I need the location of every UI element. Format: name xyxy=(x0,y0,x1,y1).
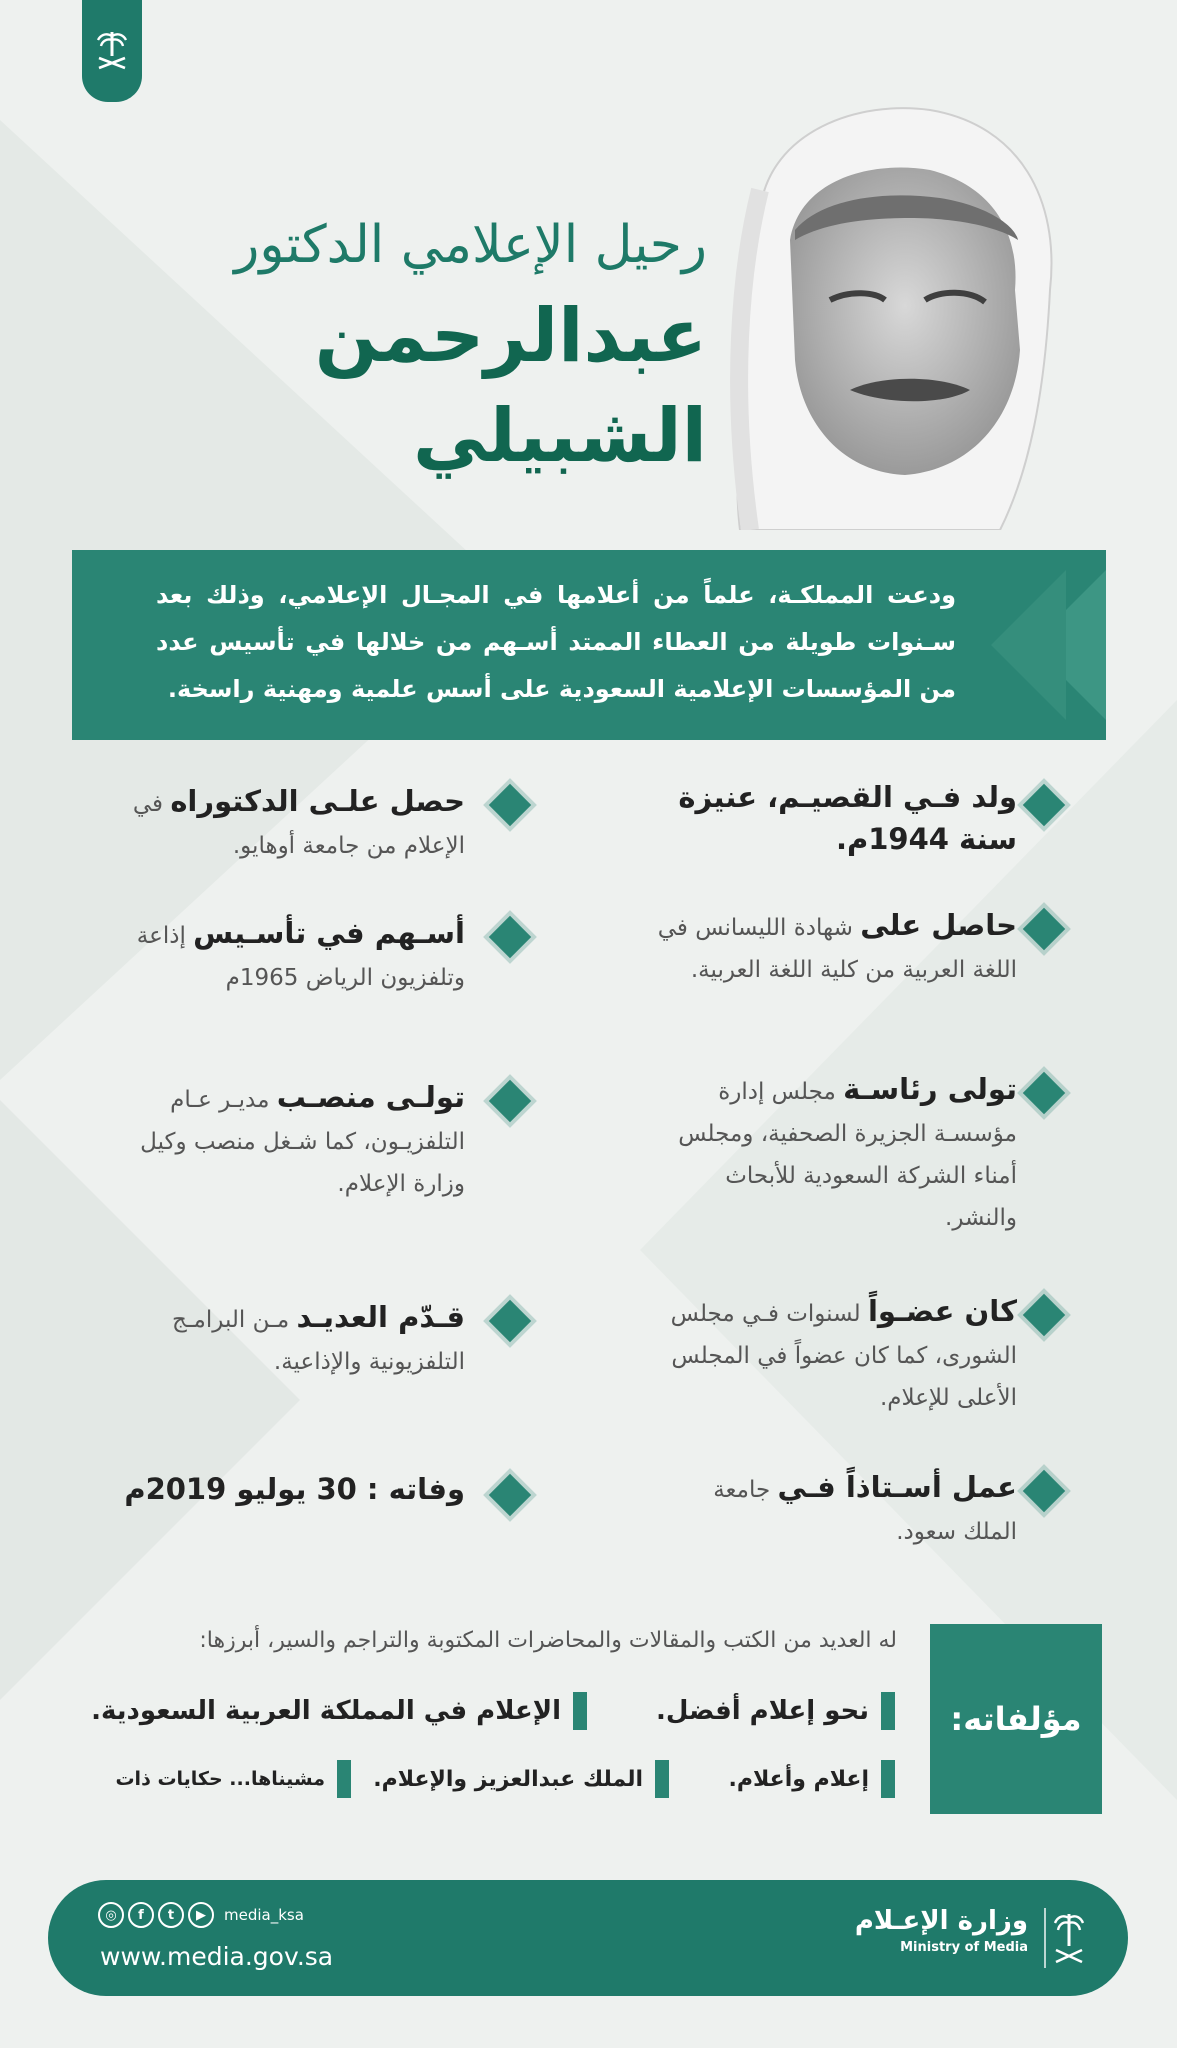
fact-founding-text xyxy=(105,912,465,999)
work-bar-icon xyxy=(337,1760,351,1798)
work-bar-icon xyxy=(881,1760,895,1798)
fact-professor-rest: جامعة الملك سعود. xyxy=(713,1477,1017,1545)
diamond-bullet-icon xyxy=(489,916,531,958)
intro-banner xyxy=(72,550,1106,740)
work-item-label: إعلام وأعلام. xyxy=(728,1766,869,1792)
work-bar-icon xyxy=(655,1760,669,1798)
fact-chairman-lead: تولى رئاسـة xyxy=(843,1072,1017,1106)
palm-swords-emblem-icon xyxy=(95,28,129,74)
work-item xyxy=(656,1692,895,1730)
social-links xyxy=(98,1902,304,1928)
fact-director-lead: تولـى منصـب xyxy=(276,1080,465,1114)
footer-divider xyxy=(1044,1908,1046,1968)
portrait-illustration xyxy=(700,90,1080,530)
ministry-name-en: Ministry of Media xyxy=(900,1940,1028,1955)
work-item-label: مشيناها... حكايات ذات xyxy=(115,1768,325,1790)
youtube-icon[interactable]: ▶ xyxy=(188,1902,214,1928)
work-bar-icon xyxy=(881,1692,895,1730)
work-item-label: الإعلام في المملكة العربية السعودية. xyxy=(91,1696,561,1726)
diamond-bullet-icon xyxy=(489,1080,531,1122)
footer xyxy=(48,1880,1128,1996)
fact-director xyxy=(0,1076,1177,1226)
fact-director-text xyxy=(105,1076,465,1205)
work-item-label: الملك عبدالعزيز والإعلام. xyxy=(373,1766,643,1792)
work-bar-icon xyxy=(573,1692,587,1730)
ministry-name-ar: وزارة الإعـلام xyxy=(854,1906,1028,1936)
palm-swords-emblem-icon xyxy=(1052,1908,1086,1968)
work-item xyxy=(729,1760,896,1798)
fact-founding xyxy=(0,912,1177,1012)
emblem-tab xyxy=(82,0,142,102)
diamond-bullet-icon xyxy=(489,1300,531,1342)
fact-programs-lead: قـدّم العديـد xyxy=(296,1300,465,1334)
works-intro: له العديد من الكتب والمقالات والمحاضرات المكتوبة والتراجم والسير، أبرزها: xyxy=(199,1628,897,1653)
instagram-icon[interactable]: ◎ xyxy=(98,1902,124,1928)
fact-director-rest: مديـر عـام التلفزيـون، كما شـغل منصب وكيل وزارة الإعلام. xyxy=(140,1087,465,1197)
twitter-icon[interactable]: t xyxy=(158,1902,184,1928)
chevron-decoration-icon xyxy=(946,550,1106,740)
diamond-bullet-icon xyxy=(489,1474,531,1516)
fact-death xyxy=(0,1470,1177,1530)
work-item xyxy=(115,1760,351,1798)
fact-phd-lead: حصل علـى الدكتوراه xyxy=(170,784,465,818)
works-label: مؤلفاته: xyxy=(950,1700,1082,1738)
intro-paragraph: ودعت المملكـة، علماً من أعلامها في المجـال الإعلامي، وذلك بعد سـنوات طويلة من العطاء الممتد أسـهم من خلالها في تأسيس عدد من المؤسسات الإعلامية السعودية على أسس علمية ومهنية راسخة. xyxy=(156,581,956,703)
work-item xyxy=(373,1760,669,1798)
fact-programs-rest: مـن البرامـج التلفزيونية والإذاعية. xyxy=(171,1307,465,1375)
ministry-logo xyxy=(855,1906,1028,1955)
fact-degree-rest: شهادة الليسانس في اللغة العربية من كلية اللغة العربية. xyxy=(657,915,1017,983)
website-link[interactable]: www.media.gov.sa xyxy=(100,1942,334,1971)
fact-programs xyxy=(0,1296,1177,1396)
fact-shura-rest: لسنوات فـي مجلس الشورى، كما كان عضواً في المجلس الأعلى للإعلام. xyxy=(670,1301,1017,1411)
fact-degree-lead: حاصل على xyxy=(860,908,1017,942)
fact-founding-lead: أسـهم في تأسـيس xyxy=(193,916,465,950)
facebook-icon[interactable]: f xyxy=(128,1902,154,1928)
fact-chairman-rest: مجلس إدارة مؤسسـة الجزيرة الصحفية، ومجلس أمناء الشركة السعودية للأبحاث والنشر. xyxy=(678,1079,1017,1231)
fact-birth-text: ولد فـي القصيـم، عنيزة سنة 1944م. xyxy=(678,780,1017,856)
fact-phd-rest: في الإعلام من جامعة أوهايو. xyxy=(132,791,465,859)
works-label-box xyxy=(930,1624,1102,1814)
social-handle[interactable]: media_ksa xyxy=(224,1906,304,1924)
fact-founding-rest: إذاعة وتلفزيون الرياض 1965م xyxy=(136,923,465,991)
headline xyxy=(57,210,707,486)
headline-subtitle: رحيل الإعلامي الدكتور xyxy=(234,215,707,275)
fact-phd xyxy=(0,780,1177,880)
fact-shura-lead: كان عضـواً xyxy=(867,1294,1017,1328)
work-item xyxy=(91,1692,587,1730)
diamond-bullet-icon xyxy=(489,784,531,826)
fact-programs-text xyxy=(105,1296,465,1383)
work-item-label: نحو إعلام أفضل. xyxy=(655,1696,869,1726)
headline-name: عبدالرحمن الشبيلي xyxy=(314,293,707,479)
fact-professor-lead: عمل أسـتاذاً فـي xyxy=(777,1470,1017,1504)
fact-phd-text xyxy=(105,780,465,867)
fact-death-text: وفاته : 30 يوليو 2019م xyxy=(124,1472,465,1506)
